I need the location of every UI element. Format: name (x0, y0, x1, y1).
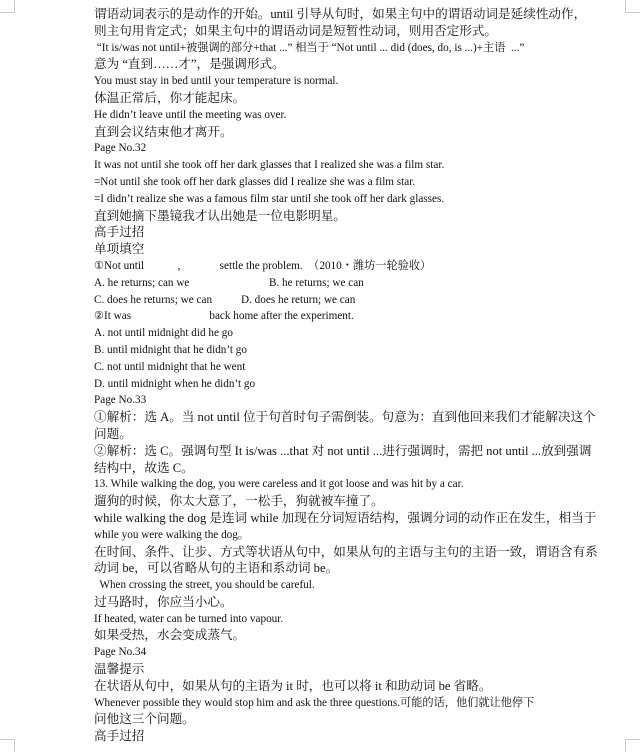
text-line: A. not until midnight did he go (94, 327, 233, 340)
text-line: 谓语动词表示的是动作的开始。until 引导从句时，如果主句中的谓语动词是延续性动作， (94, 7, 587, 21)
option-left: A. he returns; can we (94, 276, 190, 289)
text-line: 13. While walking the dog, you were careless and it got loose and was hit by a car. (94, 478, 464, 491)
text-line: 问他这三个问题。 (94, 712, 195, 727)
text-line: “It is/was not until+被强调的部分+that ...” 相当于 “Not until ... did (does, do, is ...)+主语 ...” (94, 41, 525, 54)
text-line: 过马路时，你应当小心。 (94, 594, 233, 609)
text-line: It was not until she took off her dark glasses that I realized she was a film star. (94, 159, 445, 172)
text-line: 则主句用肯定式；如果主句中的谓语动词是短暂性动词，则用否定形式。 (94, 23, 497, 38)
text-line: B. until midnight that he didn’t go (94, 343, 247, 356)
text-line: When crossing the street, you should be careful. (94, 579, 315, 592)
text-line: while you were walking the dog。 (94, 528, 250, 541)
page-corner-mark (625, 739, 640, 752)
text-line: Page No.33 (94, 394, 147, 407)
text-line: 高手过招 (94, 225, 145, 240)
text-line: Whenever possible they would stop him and ask the three questions.可能的话，他们就让他停下 (94, 696, 535, 709)
text-line: 动词 be，可以省略从句的主语和系动词 be。 (94, 561, 339, 576)
text-line: C. not until midnight that he went (94, 360, 246, 373)
text-line: =I didn’t realize she was a famous film star until she took off her dark glasses. (94, 192, 445, 205)
text-line: You must stay in bed until your temperature is normal. (94, 75, 339, 88)
text-line: ①Not until , settle the problem. （2010・潍坊一轮验收） (94, 259, 432, 272)
text-line: 遛狗的时候，你太大意了，一松手，狗就被车撞了。 (94, 494, 384, 509)
page-corner-mark (625, 0, 640, 13)
text-line: 问题。 (94, 426, 132, 441)
text-line: 直到她摘下墨镜我才认出她是一位电影明星。 (94, 208, 346, 223)
text-line: 温馨提示 (94, 662, 145, 677)
text-line: ②解析：选 C。强调句型 It is/was ...that 对 not until ...进行强调时，需把 not until ...放到强调 (94, 443, 592, 458)
text-line: D. until midnight when he didn’t go (94, 377, 256, 390)
text-line: If heated, water can be turned into vapour. (94, 612, 284, 625)
text-line: ①解析：选 A。当 not until 位于句首时句子需倒装。句意为：直到他回来我们才能解决这个 (94, 410, 596, 425)
text-line (94, 275, 554, 292)
text-line: He didn’t leave until the meeting was over. (94, 108, 287, 121)
text-line: Page No.32 (94, 142, 147, 155)
text-line (94, 292, 554, 309)
text-line: 单项填空 (94, 242, 145, 257)
option-right: D. does he return; we can (241, 293, 356, 306)
text-line: 如果受热，水会变成蒸气。 (94, 628, 246, 643)
page-corner-mark (0, 0, 15, 13)
text-line: 在时间、条件、让步、方式等状语从句中，如果从句的主语与主句的主语一致，谓语含有系 (94, 544, 598, 559)
page-corner-mark (0, 739, 15, 752)
text-line: 在状语从句中，如果从句的主语为 it 时，也可以将 it 和助动词 be 省略。 (94, 678, 492, 693)
text-line: 高手过招 (94, 729, 145, 744)
text-line: =Not until she took off her dark glasses did I realize she was a film star. (94, 175, 416, 188)
text-line: 结构中，故选 C。 (94, 460, 194, 475)
document-body (94, 6, 598, 745)
text-line: ②It was back home after the experiment. (94, 310, 354, 323)
text-line: 直到会议结束他才离开。 (94, 124, 233, 139)
option-left: C. does he returns; we can (94, 293, 213, 306)
text-line: Page No.34 (94, 646, 147, 659)
text-line: 体温正常后，你才能起床。 (94, 90, 246, 105)
text-line: while walking the dog 是连词 while 加现在分词短语结构，强调分词的动作正在发生，相当于 (94, 510, 597, 525)
text-line: 意为 “直到……才”，是强调形式。 (94, 57, 285, 72)
option-right: B. he returns; we can (269, 276, 364, 289)
